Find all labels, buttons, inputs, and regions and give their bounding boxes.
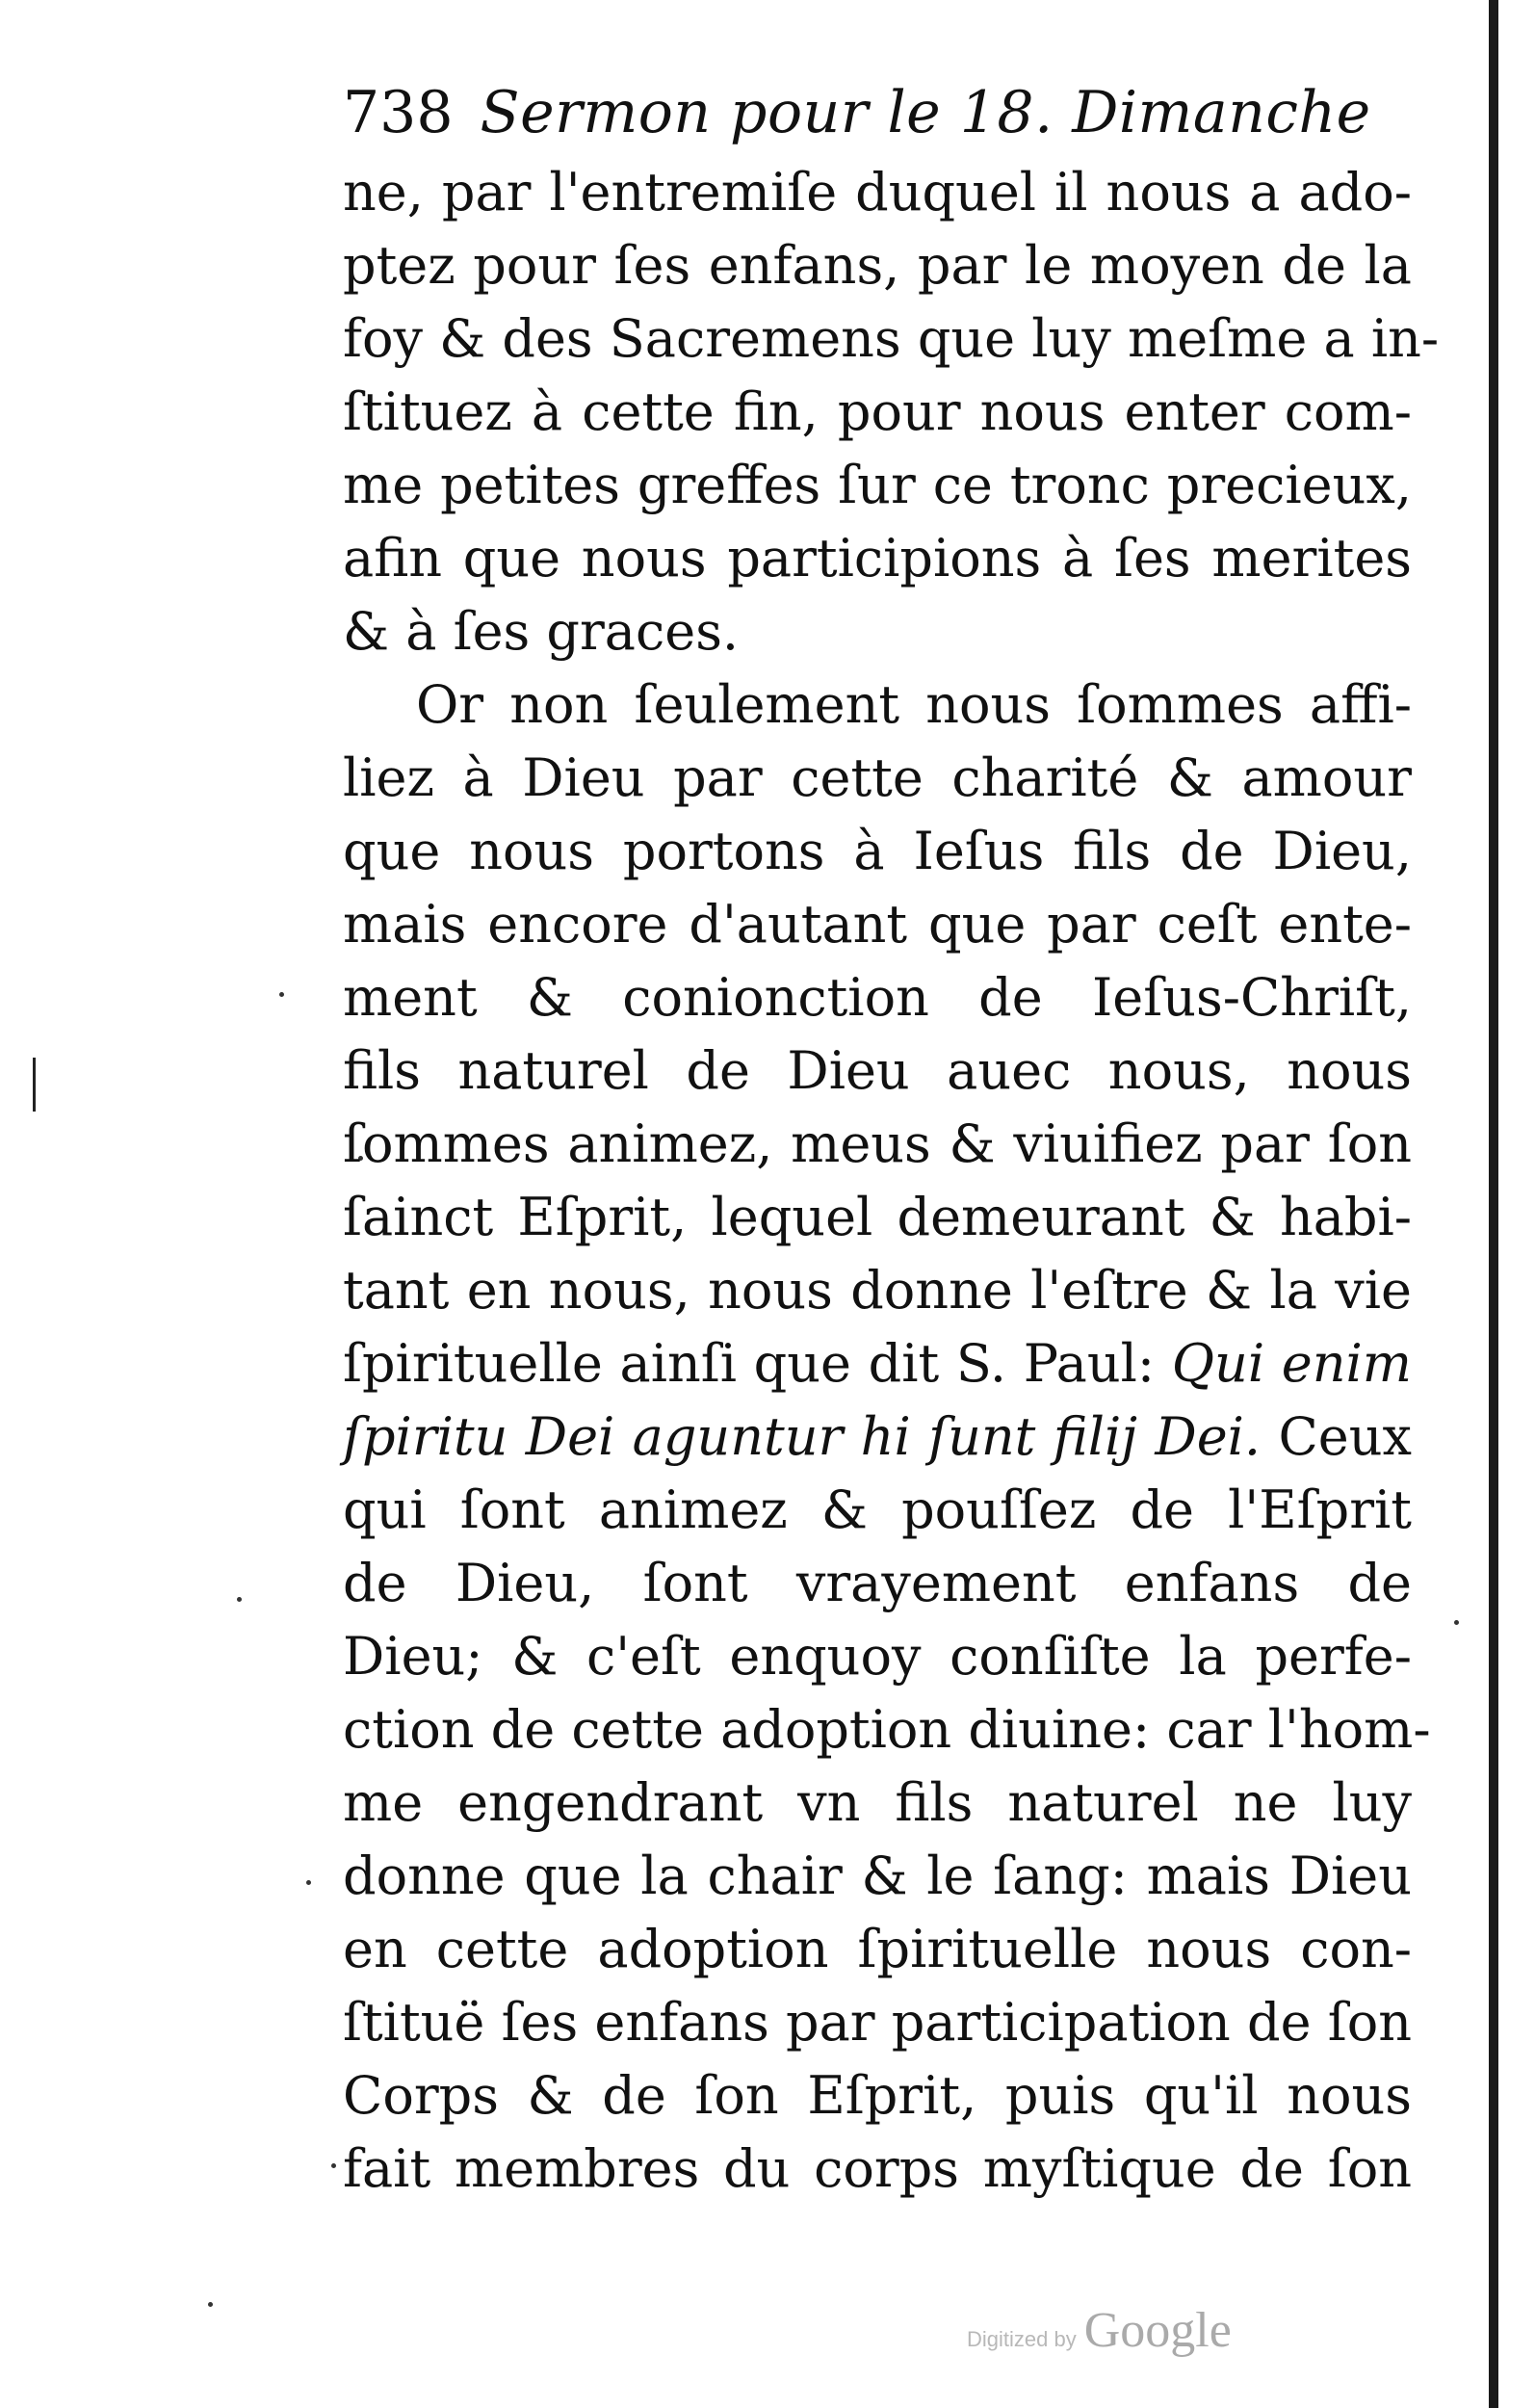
text-line: ſtituë ſes enfans par participation de ſon	[343, 1992, 1412, 2053]
latin-quote: Qui enim	[1171, 1333, 1412, 1394]
text-line-with-quote	[343, 1327, 1412, 1400]
text-line: mais encore d'autant que par ceſt ente-	[343, 894, 1412, 955]
page-number: 738	[343, 79, 454, 146]
text-line: me petites greffes ſur ce tronc precieux,	[343, 455, 1412, 515]
watermark-prefix: Digitized by	[967, 2327, 1077, 2351]
ink-speck	[279, 992, 284, 997]
text-segment: Ceux	[1278, 1406, 1412, 1467]
text-line: de Dieu, ſont vrayement enfans de	[343, 1553, 1412, 1613]
text-line: Dieu; & c'eſt enquoy conſiſte la perfe-	[343, 1626, 1412, 1687]
text-line: me engendrant vn fils naturel ne luy	[343, 1772, 1412, 1833]
margin-mark	[33, 1058, 36, 1112]
paragraph-start: Or non ſeulement nous ſommes affi-	[416, 674, 1412, 735]
text-line: afin que nous participions à ſes merites	[343, 528, 1412, 589]
text-line: liez à Dieu par cette charité & amour	[343, 747, 1412, 808]
running-title: Sermon pour le 18. Dimanche	[480, 79, 1371, 146]
text-line: ment & conionction de Ieſus-Chriſt,	[343, 967, 1412, 1028]
ink-speck	[208, 2302, 213, 2307]
digitization-watermark	[967, 2302, 1232, 2359]
text-block	[343, 69, 1440, 2206]
text-line: fils naturel de Dieu auec nous, nous	[343, 1040, 1412, 1101]
text-line: ptez pour ſes enfans, par le moyen de la	[343, 235, 1412, 296]
text-line: que nous portons à Ieſus fils de Dieu,	[343, 821, 1412, 881]
running-head	[343, 69, 1412, 156]
text-line: ſtituez à cette fin, pour nous enter com-	[343, 381, 1412, 442]
text-line: tant en nous, nous donne l'eſtre & la vie	[343, 1260, 1412, 1321]
text-line: fait membres du corps myſtique de ſon	[343, 2138, 1412, 2199]
text-segment: ſpirituelle ainſi que dit S. Paul:	[343, 1333, 1156, 1394]
ink-speck	[1454, 1620, 1459, 1625]
text-line: donne que la chair & le ſang: mais Dieu	[343, 1845, 1412, 1906]
ink-speck	[237, 1597, 242, 1602]
text-line-with-quote	[343, 1400, 1412, 1474]
text-line: ction de cette adoption diuine: car l'hom-	[343, 1699, 1431, 1760]
text-line: & à ſes graces.	[343, 601, 740, 662]
ink-speck	[331, 2163, 336, 2168]
text-line: ſommes animez, meus & viuifiez par ſon	[343, 1113, 1412, 1174]
text-line: ſainct Eſprit, lequel demeurant & habi-	[343, 1187, 1412, 1247]
text-line: en cette adoption ſpirituelle nous con-	[343, 1919, 1412, 1979]
text-line: qui ſont animez & pouſſez de l'Eſprit	[343, 1479, 1412, 1540]
text-line: foy & des Sacremens que luy meſme a in-	[343, 308, 1440, 369]
page-edge-rule	[1489, 0, 1498, 2408]
text-line: Corps & de ſon Eſprit, puis qu'il nous	[343, 2065, 1412, 2126]
text-line: ne, par l'entremiſe duquel il nous a ado-	[343, 162, 1412, 222]
latin-quote: ſpiritu Dei aguntur hi ſunt filij Dei.	[343, 1406, 1262, 1467]
ink-speck	[306, 1880, 311, 1885]
google-logo: Google	[1083, 2303, 1232, 2358]
